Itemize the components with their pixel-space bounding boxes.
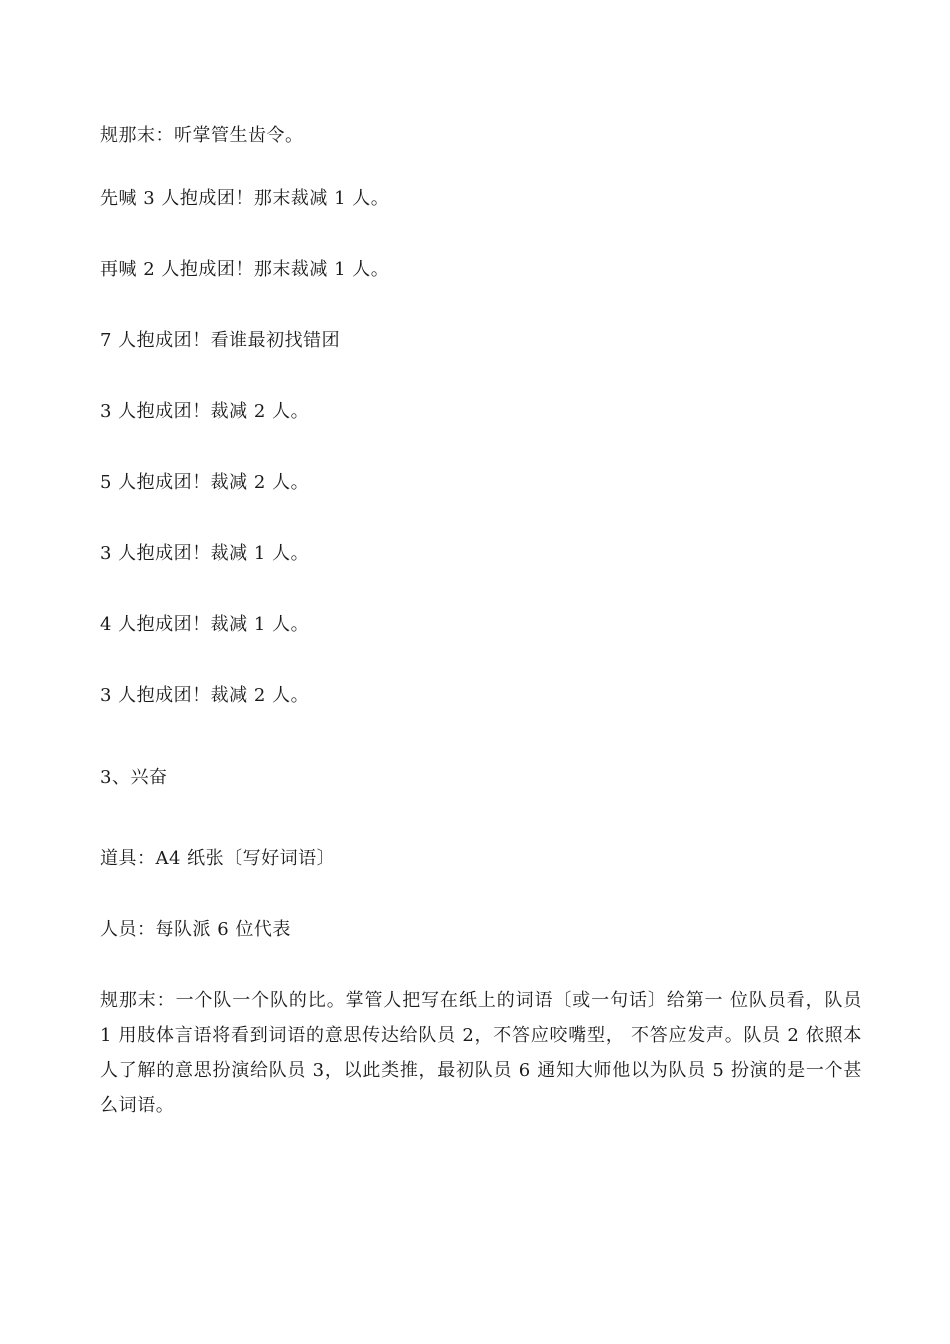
instruction-line: 7 人抱成团！看谁最初找错团 [100, 330, 341, 351]
rules-paragraph: 规那末：一个队一个队的比。掌管人把写在纸上的词语〔或一句话〕给第一 位队员看，队员 1 用肢体言语将看到词语的意思传达给队员 2，不答应咬嘴型， 不答应发声。队员 2 依照本人了解的意思扮演给队员 3，以此类推，最初队员 6 通知大师他以为队员 5 扮演的是一个甚么词语。 [100, 990, 862, 1116]
people-line: 人员：每队派 6 位代表 [100, 919, 291, 940]
instruction-line: 5 人抱成团！裁减 2 人。 [100, 472, 310, 493]
instruction-line: 4 人抱成团！裁减 1 人。 [100, 614, 310, 635]
section-heading: 3、兴奋 [100, 767, 168, 788]
props-line: 道具：A4 纸张〔写好词语〕 [100, 848, 336, 869]
instruction-line: 3 人抱成团！裁减 1 人。 [100, 543, 310, 564]
instruction-line: 再喊 2 人抱成团！那末裁减 1 人。 [100, 259, 390, 280]
instruction-line: 3 人抱成团！裁减 2 人。 [100, 685, 310, 706]
instruction-line: 3 人抱成团！裁减 2 人。 [100, 401, 310, 422]
rule-line: 规那末：听掌管生齿令。 [100, 125, 304, 146]
instruction-line: 先喊 3 人抱成团！那末裁减 1 人。 [100, 188, 390, 209]
